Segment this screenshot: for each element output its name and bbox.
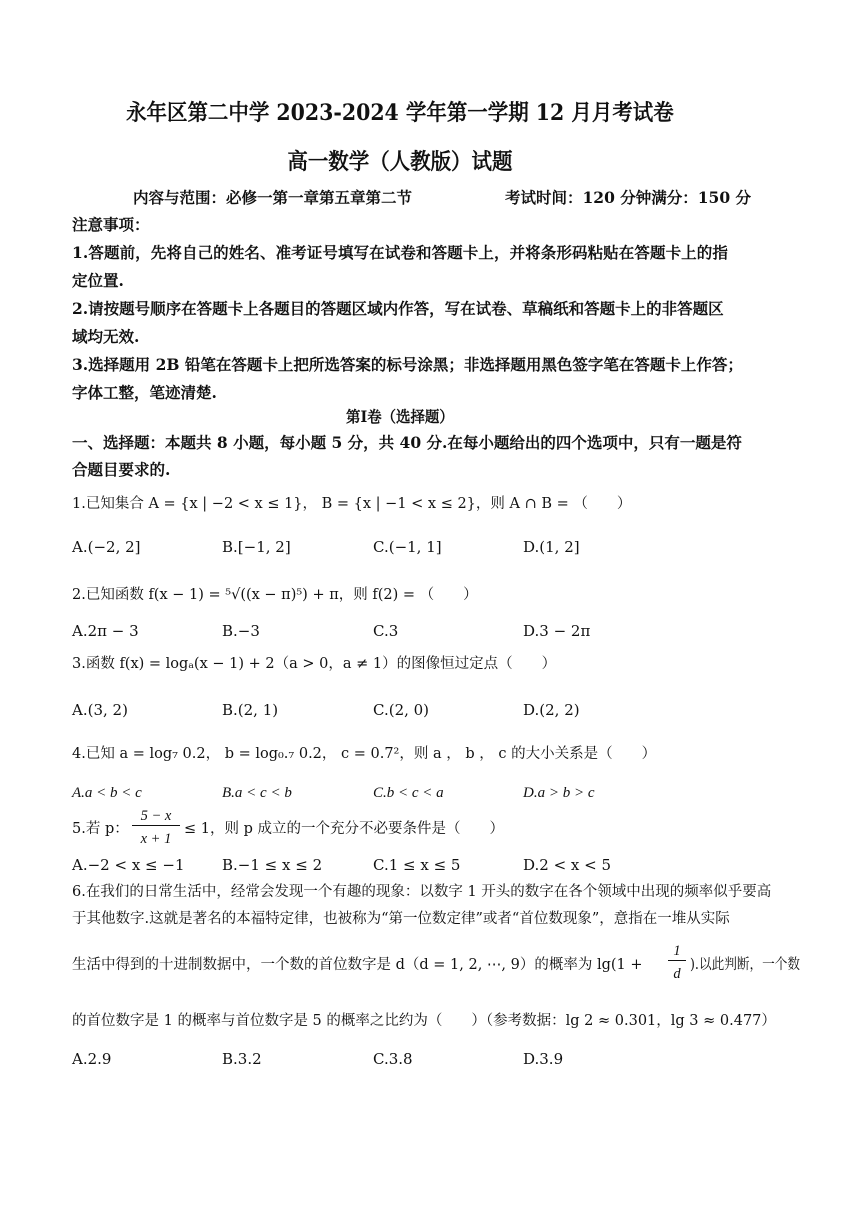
question-6-line-3-prefix: 生活中得到的十进制数据中，一个数的首位数字是 d（d = 1, 2, ⋯, 9）的概率为 lg(1 + (72, 957, 643, 973)
notice-3-line-1: 3.选择题用 2B 铅笔在答题卡上把所选答案的标号涂黑；非选择题用黑色签字笔在答题卡上作答； (72, 355, 743, 374)
question-6-line-1: 6.在我们的日常生活中，经常会发现一个有趣的现象：以数字 1 开头的数字在各个领域中出现的频率似乎要高 (72, 884, 772, 900)
exam-time: 考试时间：120 分钟满分：150 分 (505, 188, 752, 207)
question-5-fraction-denominator: x + 1 (140, 831, 172, 847)
question-4-option-b: B.a < c < b (222, 785, 292, 801)
question-2-option-d: D.3 − 2π (523, 622, 591, 640)
question-6-line-3-suffix: ).以此判断，一个数 (690, 957, 800, 973)
notice-2-line-2: 域均无效. (72, 327, 140, 346)
notice-3-line-2: 字体工整，笔迹清楚. (72, 383, 217, 402)
part1-instruction-line-2: 合题目要求的. (72, 460, 171, 479)
question-3-option-b: B.(2, 1) (222, 701, 279, 719)
question-1-stem: 1.已知集合 A = {x | −2 < x ≤ 1}， B = {x | −1 < x ≤ 2}，则 A ∩ B = （ ） (72, 496, 632, 512)
question-5-stem-suffix: ≤ 1，则 p 成立的一个充分不必要条件是（ ） (184, 821, 504, 837)
question-3-option-a: A.(3, 2) (72, 701, 128, 719)
question-6-fraction-numerator: 1 (668, 943, 686, 961)
question-5-stem-prefix: 5.若 p： (72, 821, 129, 837)
question-2-stem: 2.已知函数 f(x − 1) = ⁵√((x − π)⁵) + π，则 f(2) = （ ） (72, 587, 478, 603)
question-1-option-a: A.(−2, 2] (72, 538, 141, 556)
question-2-option-b: B.−3 (222, 622, 260, 640)
question-3-option-c: C.(2, 0) (373, 701, 430, 719)
notice-1-line-2: 定位置. (72, 271, 124, 290)
question-6-fraction-denominator: d (673, 966, 681, 982)
exam-title: 永年区第二中学 2023-2024 学年第一学期 12 月月考试卷 (126, 100, 674, 126)
question-6-option-a: A.2.9 (72, 1050, 112, 1068)
question-6-option-c: C.3.8 (373, 1050, 413, 1068)
question-1-option-b: B.[−1, 2] (222, 538, 291, 556)
question-4-option-c: C.b < c < a (373, 785, 444, 801)
question-5-fraction-numerator: 5 − x (132, 808, 180, 826)
exam-scope: 内容与范围：必修一第一章第五章第二节 (133, 188, 413, 207)
question-6-option-b: B.3.2 (222, 1050, 262, 1068)
question-6-option-d: D.3.9 (523, 1050, 564, 1068)
notice-1-line-1: 1.答题前，先将自己的姓名、准考证号填写在试卷和答题卡上，并将条形码粘贴在答题卡上的指 (72, 243, 728, 262)
question-5-option-c: C.1 ≤ x ≤ 5 (373, 856, 461, 874)
question-4-option-a: A.a < b < c (72, 785, 142, 801)
question-6-line-2: 于其他数字.这就是著名的本福特定律，也被称为“第一位数定律”或者“首位数现象”，意指在一堆从实际 (72, 911, 730, 927)
notice-heading: 注意事项： (72, 215, 150, 234)
question-5-option-a: A.−2 < x ≤ −1 (72, 856, 185, 874)
question-5-option-b: B.−1 ≤ x ≤ 2 (222, 856, 323, 874)
question-3-option-d: D.(2, 2) (523, 701, 580, 719)
part1-instruction-line-1: 一、选择题：本题共 8 小题，每小题 5 分，共 40 分.在每小题给出的四个选项中，只有一题是符 (72, 433, 742, 452)
question-2-option-a: A.2π − 3 (72, 622, 139, 640)
question-1-option-d: D.(1, 2] (523, 538, 580, 556)
question-4-option-d: D.a > b > c (523, 785, 595, 801)
notice-2-line-1: 2.请按题号顺序在答题卡上各题目的答题区域内作答，写在试卷、草稿纸和答题卡上的非答题区 (72, 299, 724, 318)
question-4-stem: 4.已知 a = log₇ 0.2， b = log₀.₇ 0.2， c = 0.7²，则 a ， b ， c 的大小关系是（ ） (72, 746, 657, 762)
part1-heading: 第Ⅰ卷（选择题） (346, 407, 454, 426)
question-3-stem: 3.函数 f(x) = logₐ(x − 1) + 2（a > 0，a ≠ 1）的图像恒过定点（ ） (72, 656, 557, 672)
exam-subtitle: 高一数学（人教版）试题 (287, 149, 513, 175)
question-5-option-d: D.2 < x < 5 (523, 856, 612, 874)
question-2-option-c: C.3 (373, 622, 399, 640)
question-1-option-c: C.(−1, 1] (373, 538, 442, 556)
question-6-line-4: 的首位数字是 1 的概率与首位数字是 5 的概率之比约为（ ）（参考数据：lg 2 ≈ 0.301，lg 3 ≈ 0.477） (72, 1013, 776, 1029)
